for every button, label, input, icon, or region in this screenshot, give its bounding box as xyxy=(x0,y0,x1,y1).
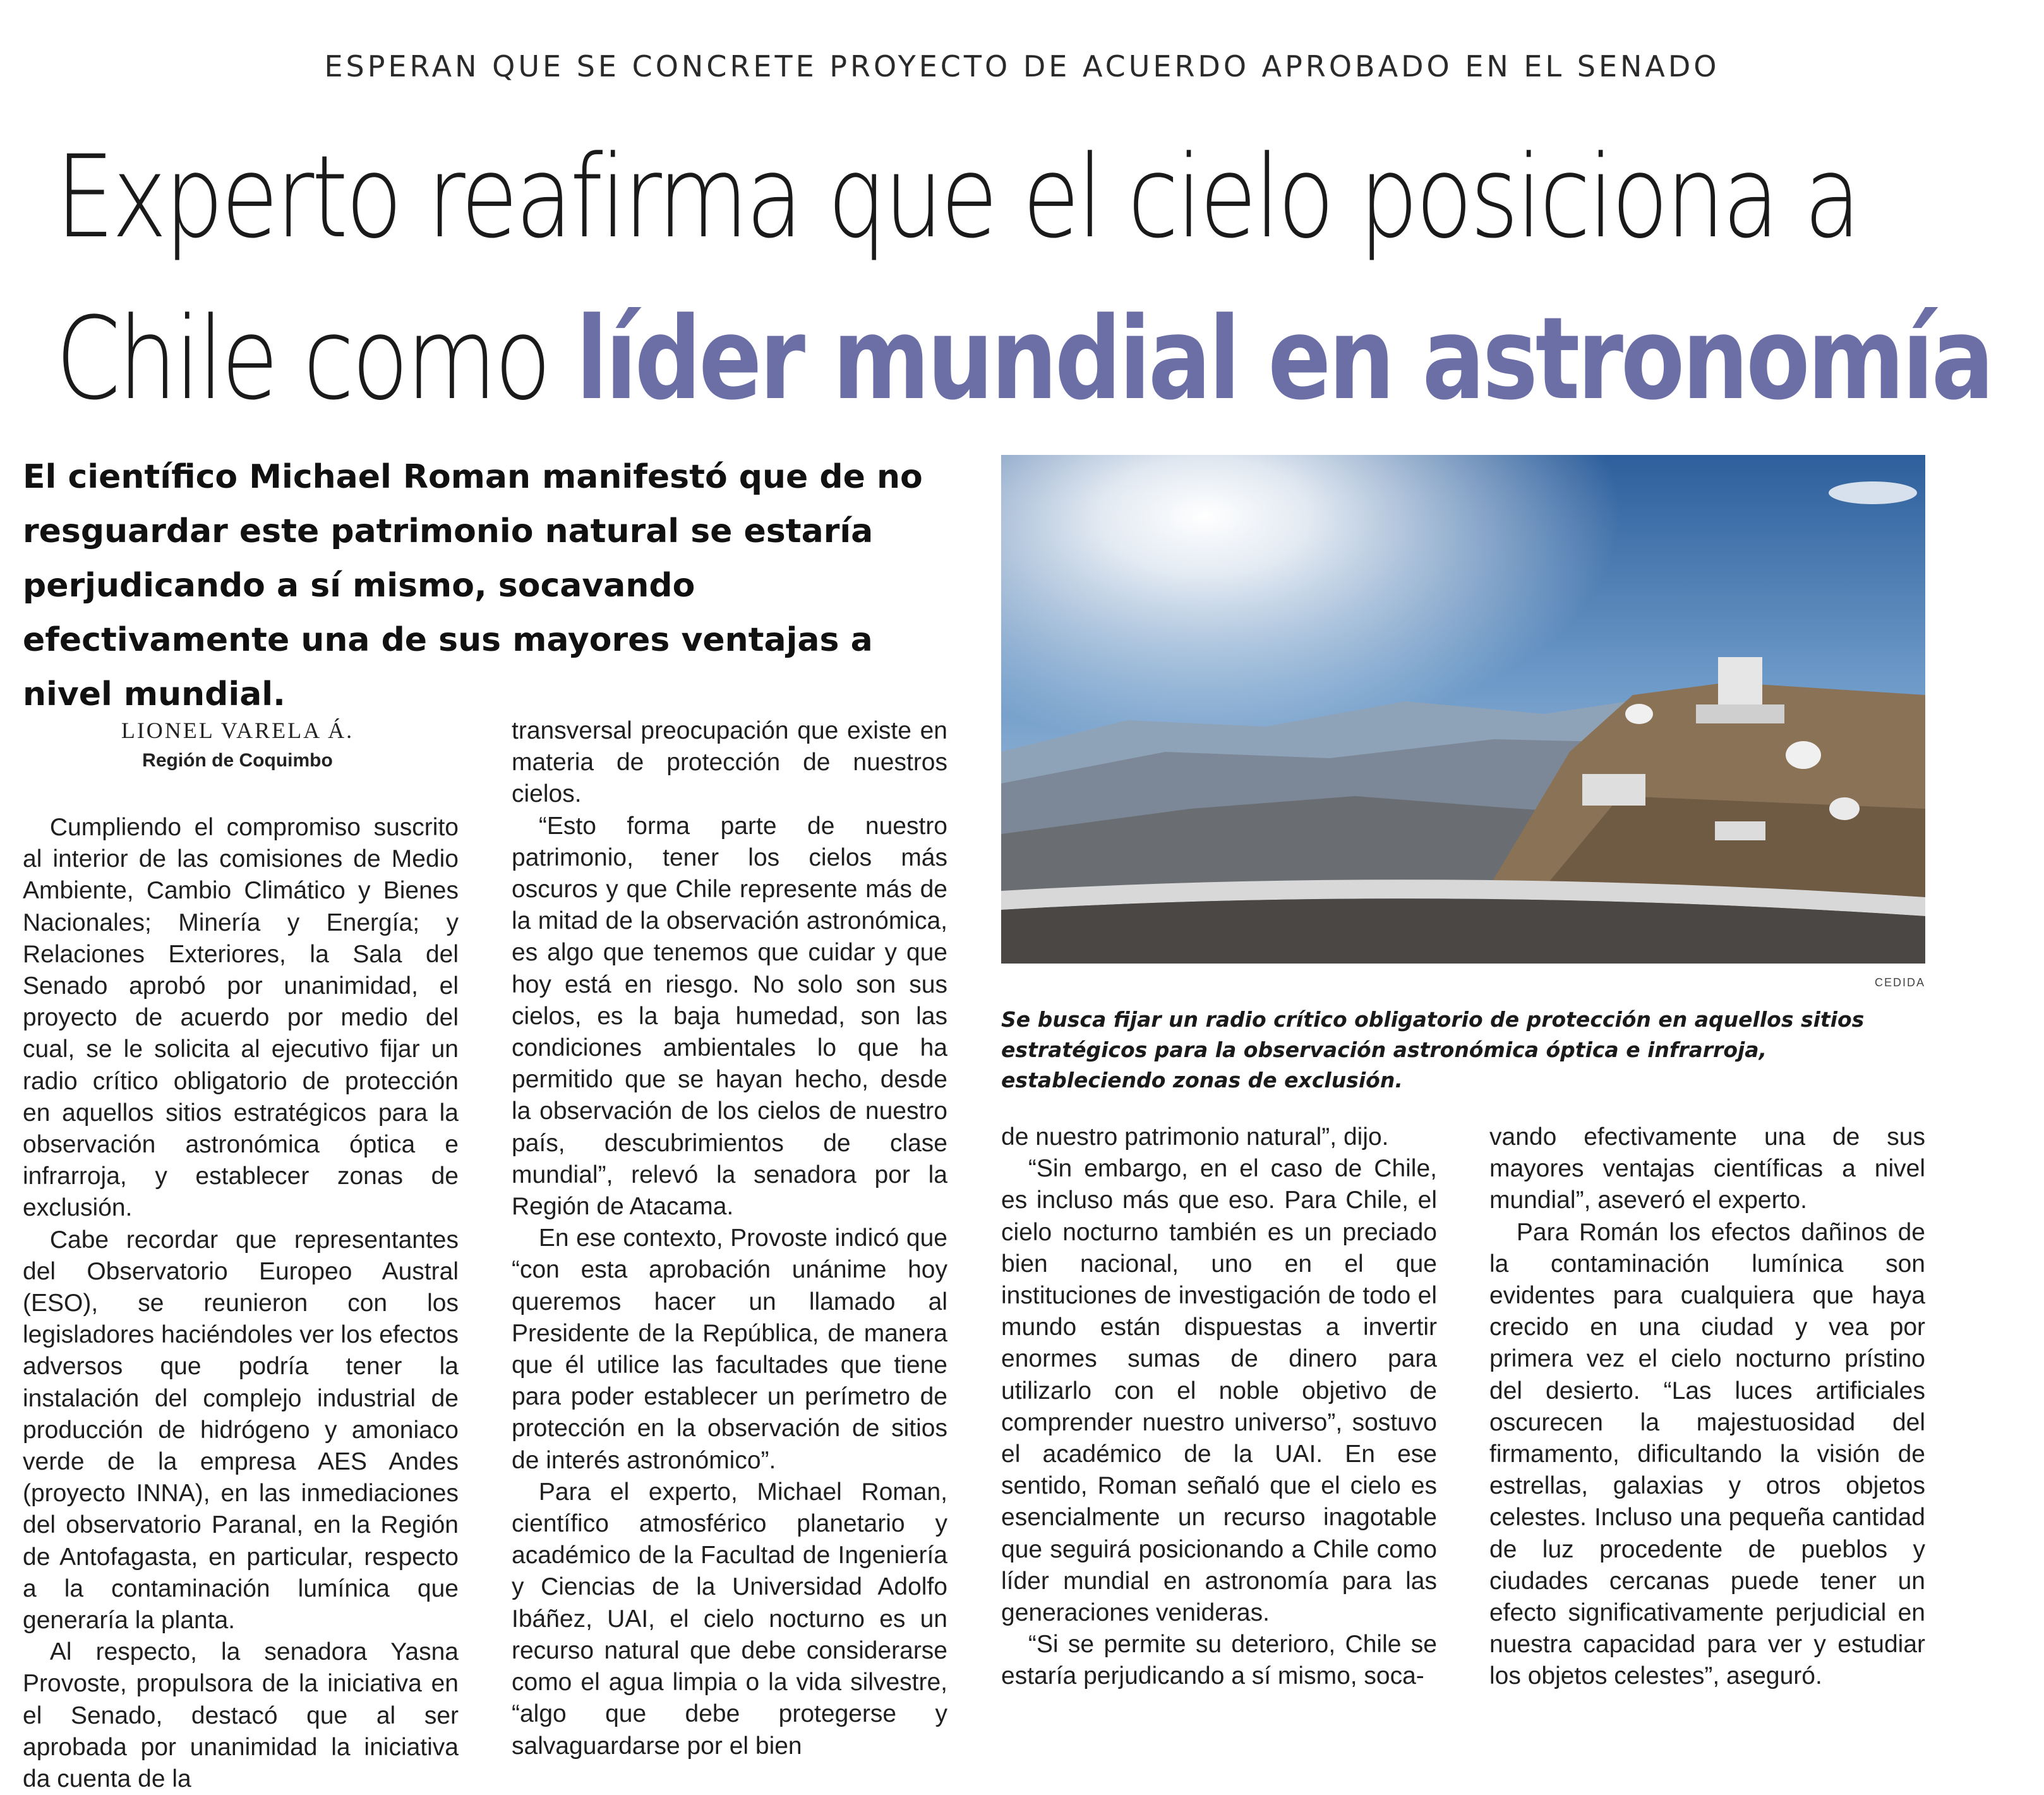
lede: El científico Michael Roman manifestó que de no resguardar este patrimonio natural se estaría perjudicando a sí mismo, socavando efectivamente una de sus mayores ventajas a nivel mundial. xyxy=(23,458,923,713)
observatory-photo xyxy=(1001,455,1925,964)
paragraph: “Si se permite su deterioro, Chile se estaría perjudicando a sí mismo, soca- xyxy=(1001,1631,1437,1690)
headline-plain: Chile como xyxy=(56,293,576,425)
headline xyxy=(56,117,1992,440)
paragraph: Cumpliendo el compromiso suscrito al interior de las comisiones de Medio Ambiente, Cambio Climático y Bienes Nacionales; Minería y Energía; y Relaciones Exteriores, la Sala del Senado aprobó por unanimidad, el proyecto de acuerdo por medio del cual, se le solicita al ejecutivo fijar un radio crítico obligatorio de protección en aquellos sitios estratégicos para la observación astronómica óptica e infrarroja, y establecer zonas de exclusión. xyxy=(23,814,459,1222)
headline-highlight: líder mundial en astronomía xyxy=(575,293,1992,425)
paragraph: Cabe recordar que representantes del Observatorio Europeo Austral (ESO), se reunieron con los legisladores haciéndoles ver los efectos adversos que podría tener la instalación del complejo industrial de producción de hidrógeno y amoniaco verde de la empresa AES Andes (proyecto INNA), en las inmediaciones del observatorio Paranal, en la Región de Antofagasta, en particular, respecto a la contaminación lumínica que generaría la planta. xyxy=(23,1226,459,1635)
kicker: ESPERAN QUE SE CONCRETE PROYECTO DE ACUERDO APROBADO EN EL SENADO xyxy=(324,49,1720,83)
article-column-1 xyxy=(23,812,459,1795)
paragraph: Para Román los efectos dañinos de la contaminación lumínica son evidentes para cualquiera que haya crecido en una ciudad y vea por primera vez el cielo nocturno prístino del desierto. “Las luces artificiales oscurecen la majestuosidad del firmamento, dificultando la visión de estrellas, galaxias y otros objetos celestes. Incluso una pequeña cantidad de luz procedente de pueblos y ciudades cercanas puede tener un efecto significativamente perjudicial en nuestra capacidad para ver y estudiar los objetos celestes”, aseguró. xyxy=(1489,1218,1925,1690)
article-column-3 xyxy=(1001,1121,1437,1693)
article-column-4 xyxy=(1489,1121,1925,1693)
paragraph: “Sin embargo, en el caso de Chile, es incluso más que eso. Para Chile, el cielo nocturno también es un preciado bien nacional, uno en el que instituciones de investigación de todo el mundo están dispuestas a invertir enormes sumas de dinero para utilizarlo con el noble objetivo de comprender nuestro universo”, sostuvo el académico de la UAI. En ese sentido, Roman señaló que el cielo es esencialmente un recurso inagotable que seguirá posicionando a Chile como líder mundial en astronomía para las generaciones venideras. xyxy=(1001,1155,1437,1627)
paragraph: vando efectivamente una de sus mayores ventajas científicas a nivel mundial”, aseveró el experto. xyxy=(1489,1123,1925,1214)
headline-line-1: Experto reafirma que el cielo posiciona a xyxy=(56,131,1859,263)
headline-line-2 xyxy=(56,279,1992,440)
byline-region: Región de Coquimbo xyxy=(142,750,333,771)
paragraph: de nuestro patrimonio natural”, dijo. xyxy=(1001,1123,1389,1151)
observatory-illustration xyxy=(1001,455,1925,964)
paragraph: En ese contexto, Provoste indicó que “con esta aprobación unánime hoy queremos hacer un llamado al Presidente de la República, de manera que él utilice las facultades que tiene para poder establecer un perímetro de protección en la observación de sitios de interés astronómico”. xyxy=(512,1224,947,1474)
byline-author: LIONEL VARELA Á. xyxy=(121,718,354,743)
photo-credit: CEDIDA xyxy=(1874,976,1925,989)
paragraph: transversal preocupación que existe en materia de protección de nuestros cielos. xyxy=(512,717,947,808)
article-column-2 xyxy=(512,715,947,1762)
paragraph: Para el experto, Michael Roman, científico atmosférico planetario y académico de la Facultad de Ingeniería y Ciencias de la Universidad Adolfo Ibáñez, UAI, el cielo nocturno es un recurso natural que debe considerarse como el agua limpia o la vida silvestre, “algo que debe protegerse y salvaguardarse por el bien xyxy=(512,1478,947,1760)
paragraph: “Esto forma parte de nuestro patrimonio, tener los cielos más oscuros y que Chile represente más de la mitad de la observación astronómica, es algo que tenemos que cuidar y que hoy está en riesgo. No solo son sus cielos, es la baja humedad, son las condiciones ambientales lo que ha permitido que se hayan hecho, desde la observación de los cielos de nuestro país, descubrimientos de clase mundial”, relevó la senadora por la Región de Atacama. xyxy=(512,812,947,1221)
photo-caption: Se busca fijar un radio crítico obligatorio de protección en aquellos sitios estratégicos para la observación astronómica óptica e infrarroja, estableciendo zonas de exclusión. xyxy=(1001,1007,1865,1092)
paragraph: Al respecto, la senadora Yasna Provoste, propulsora de la iniciativa en el Senado, destacó que al ser aprobada por unanimidad la iniciativa da cuenta de la xyxy=(23,1638,459,1793)
byline xyxy=(23,717,452,771)
